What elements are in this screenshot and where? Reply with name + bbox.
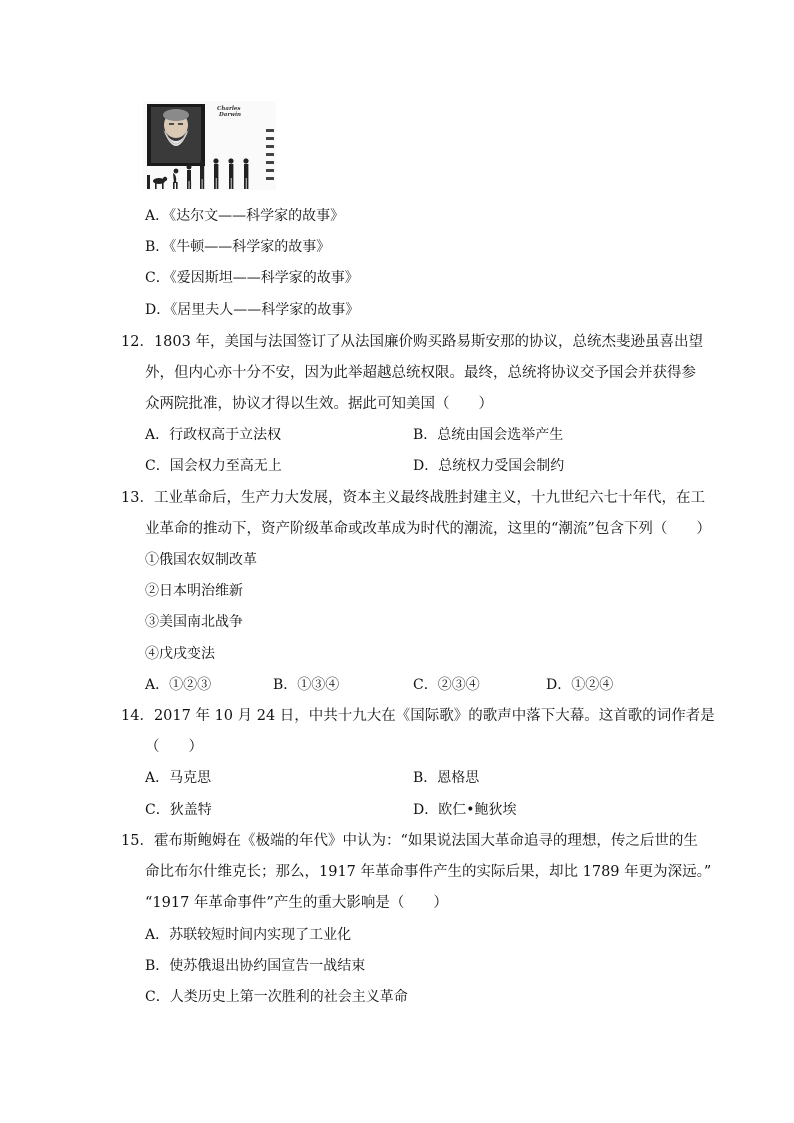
q11-option-d: D．《居里夫人——科学家的故事》	[145, 302, 360, 318]
q12-option-a: A．行政权高于立法权	[145, 427, 282, 443]
q15-option-a: A．苏联较短时间内实现了工业化	[145, 927, 352, 943]
q12-option-b: B．总统由国会选举产生	[413, 427, 564, 443]
q13-option-d: D．①②④	[546, 677, 614, 693]
figure-caption-line1: Charles	[217, 106, 241, 112]
q12-stem-line3: 众两院批准，协议才得以生效。据此可知美国（ ）	[145, 396, 493, 412]
q13-item-1: ①俄国农奴制改革	[145, 552, 257, 568]
q15-option-c: C．人类历史上第一次胜利的社会主义革命	[145, 989, 408, 1005]
q11-option-b: B．《牛顿——科学家的故事》	[145, 239, 331, 255]
q15-stem-line3: “1917 年革命事件”产生的重大影响是（ ）	[145, 895, 448, 911]
q14-option-a: A．马克思	[145, 770, 212, 786]
q15-option-b: B．使苏俄退出协约国宣告一战结束	[145, 958, 366, 974]
q12-stem-line1: 12．1803 年，美国与法国签订了从法国廉价购买路易斯安那的协议，总统杰斐逊虽喜出望	[121, 334, 703, 350]
q14-option-d: D．欧仁•鲍狄埃	[413, 802, 517, 818]
q14-option-c: C．狄盖特	[145, 802, 212, 818]
q13-item-3: ③美国南北战争	[145, 614, 243, 630]
q12-option-c: C．国会权力至高无上	[145, 458, 282, 474]
q13-stem-line1: 13．工业革命后，生产力大发展，资本主义最终战胜封建主义，十九世纪六七十年代，在工	[121, 490, 705, 506]
q13-item-2: ②日本明治维新	[145, 583, 243, 599]
q11-option-a: A．《达尔文——科学家的故事》	[145, 208, 345, 224]
q15-stem-line2: 命比布尔什维克长；那么，1917 年革命事件产生的实际后果，却比 1789 年更为深远。”	[145, 864, 712, 880]
figure-caption-line2: Darwin	[219, 112, 242, 118]
darwin-evolution-image	[143, 101, 276, 190]
q13-option-a: A．①②③	[145, 677, 212, 693]
q14-stem-line1: 14．2017 年 10 月 24 日，中共十九大在《国际歌》的歌声中落下大幕。这首歌的词作者是	[121, 708, 715, 724]
q15-stem-line1: 15．霍布斯鲍姆在《极端的年代》中认为：“如果说法国大革命追寻的理想，传之后世的生	[121, 833, 698, 849]
q13-option-c: C．②③④	[413, 677, 480, 693]
q13-option-b: B．①③④	[273, 677, 340, 693]
q14-option-b: B．恩格思	[413, 770, 480, 786]
q12-option-d: D．总统权力受国会制约	[413, 458, 565, 474]
q13-item-4: ④戊戌变法	[145, 646, 215, 662]
q12-stem-line2: 外，但内心亦十分不安，因为此举超越总统权限。最终，总统将协议交予国会并获得参	[145, 365, 696, 381]
q13-stem-line2: 业革命的推动下，资产阶级革命或改革成为时代的潮流，这里的“潮流”包含下列（ ）	[145, 521, 711, 537]
q14-stem-line2: （ ）	[145, 739, 203, 755]
q11-option-c: C．《爱因斯坦——科学家的故事》	[145, 270, 359, 286]
darwin-evolution-illustration	[143, 101, 276, 190]
